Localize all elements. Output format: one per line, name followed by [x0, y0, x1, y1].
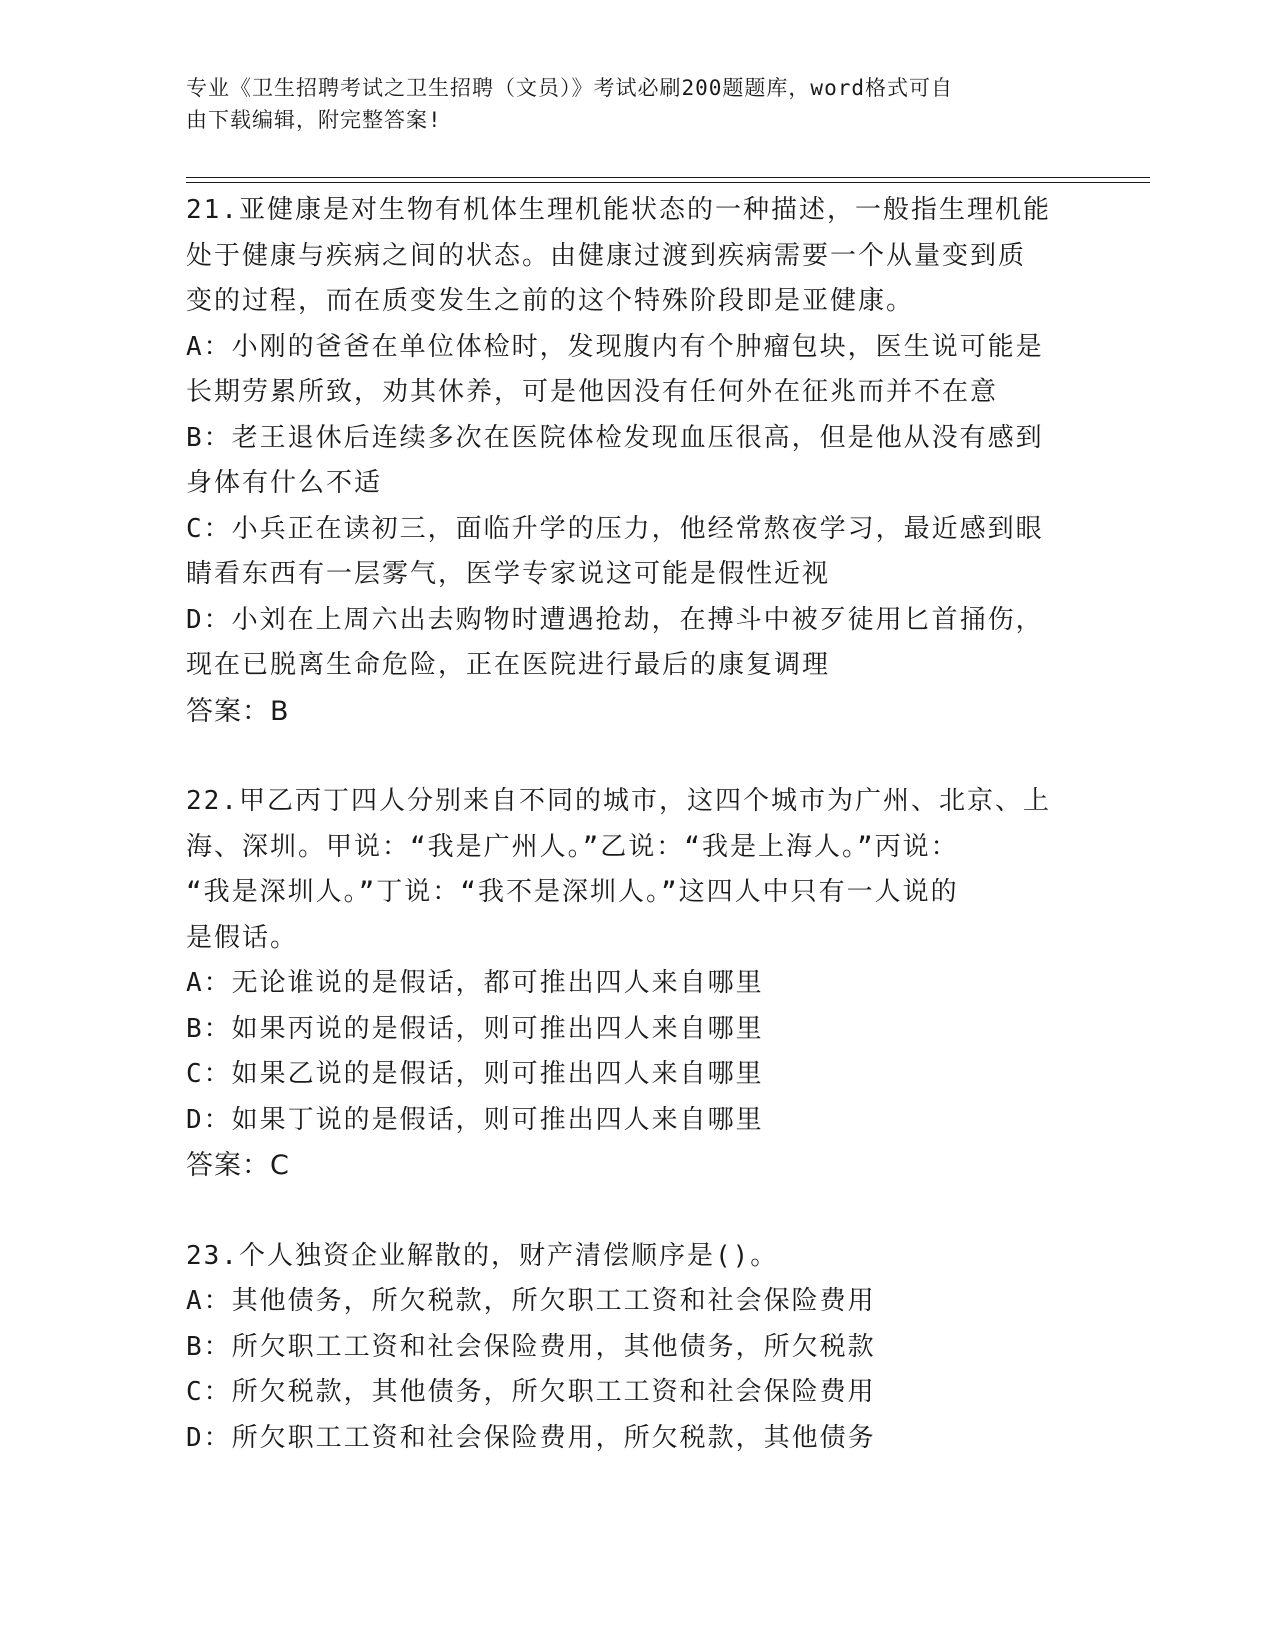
- header-divider-bottom: [186, 182, 1150, 183]
- header-divider-top: [186, 177, 1150, 178]
- question-list: [186, 188, 1086, 1461]
- question-22: [186, 779, 1086, 1189]
- option-c-line: C：小兵正在读初三，面临升学的压力，他经常熬夜学习，最近感到眼: [186, 513, 1044, 544]
- option-b-line: B：如果丙说的是假话，则可推出四人来自哪里: [186, 1013, 764, 1044]
- question-spacer: [186, 734, 1086, 779]
- option-a-line: A：无论谁说的是假话，都可推出四人来自哪里: [186, 968, 764, 998]
- question-stem-line: 22.甲乙丙丁四人分别来自不同的城市，这四个城市为广州、北京、上: [186, 786, 1051, 816]
- option-c-line: C：如果乙说的是假话，则可推出四人来自哪里: [186, 1059, 764, 1089]
- option-d-line: D：小刘在上周六出去购物时遭遇抢劫，在搏斗中被歹徒用匕首捅伤，: [186, 604, 1044, 635]
- option-b-line: B：所欠职工工资和社会保险费用，其他债务，所欠税款: [186, 1331, 876, 1362]
- option-a-line: 长期劳累所致，劝其休养，可是他因没有任何外在征兆而并不在意: [186, 377, 999, 407]
- option-d-line: 现在已脱离生命危险，正在医院进行最后的康复调理: [186, 650, 831, 680]
- header-line-2: 由下载编辑，附完整答案!: [186, 108, 442, 132]
- header-line-1: 专业《卫生招聘考试之卫生招聘（文员）》考试必刷200题题库，word格式可自: [186, 76, 953, 100]
- option-d-line: D：所欠职工工资和社会保险费用，所欠税款，其他债务: [186, 1422, 876, 1453]
- answer-label: 答案：B: [186, 695, 290, 727]
- answer-label: 答案：C: [186, 1150, 290, 1181]
- option-b-line: B：老王退休后连续多次在医院体检发现血压很高，但是他从没有感到: [186, 422, 1044, 453]
- question-spacer: [186, 1189, 1086, 1234]
- question-stem-line: “我是深圳人。”丁说：“我不是深圳人。”这四人中只有一人说的: [186, 877, 959, 907]
- question-stem-line: 是假话。: [186, 922, 299, 953]
- question-21: [186, 188, 1086, 734]
- option-b-line: 身体有什么不适: [186, 468, 383, 498]
- question-stem-line: 23.个人独资企业解散的，财产清偿顺序是()。: [186, 1240, 779, 1271]
- question-23: [186, 1234, 1086, 1462]
- option-c-line: 睛看东西有一层雾气，医学专家说这可能是假性近视: [186, 559, 831, 589]
- question-stem-line: 变的过程，而在质变发生之前的这个特殊阶段即是亚健康。: [186, 286, 915, 316]
- question-stem-line: 处于健康与疾病之间的状态。由健康过渡到疾病需要一个从量变到质: [186, 240, 1027, 271]
- question-stem-line: 21.亚健康是对生物有机体生理机能状态的一种描述，一般指生理机能: [186, 195, 1051, 225]
- option-c-line: C：所欠税款，其他债务，所欠职工工资和社会保险费用: [186, 1377, 876, 1407]
- question-stem-line: 海、深圳。甲说：“我是广州人。”乙说：“我是上海人。”丙说：: [186, 831, 959, 862]
- document-header: [186, 72, 1066, 136]
- option-a-line: A：小刚的爸爸在单位体检时，发现腹内有个肿瘤包块，医生说可能是: [186, 331, 1044, 362]
- option-a-line: A：其他债务，所欠税款，所欠职工工资和社会保险费用: [186, 1286, 876, 1316]
- option-d-line: D：如果丁说的是假话，则可推出四人来自哪里: [186, 1104, 764, 1135]
